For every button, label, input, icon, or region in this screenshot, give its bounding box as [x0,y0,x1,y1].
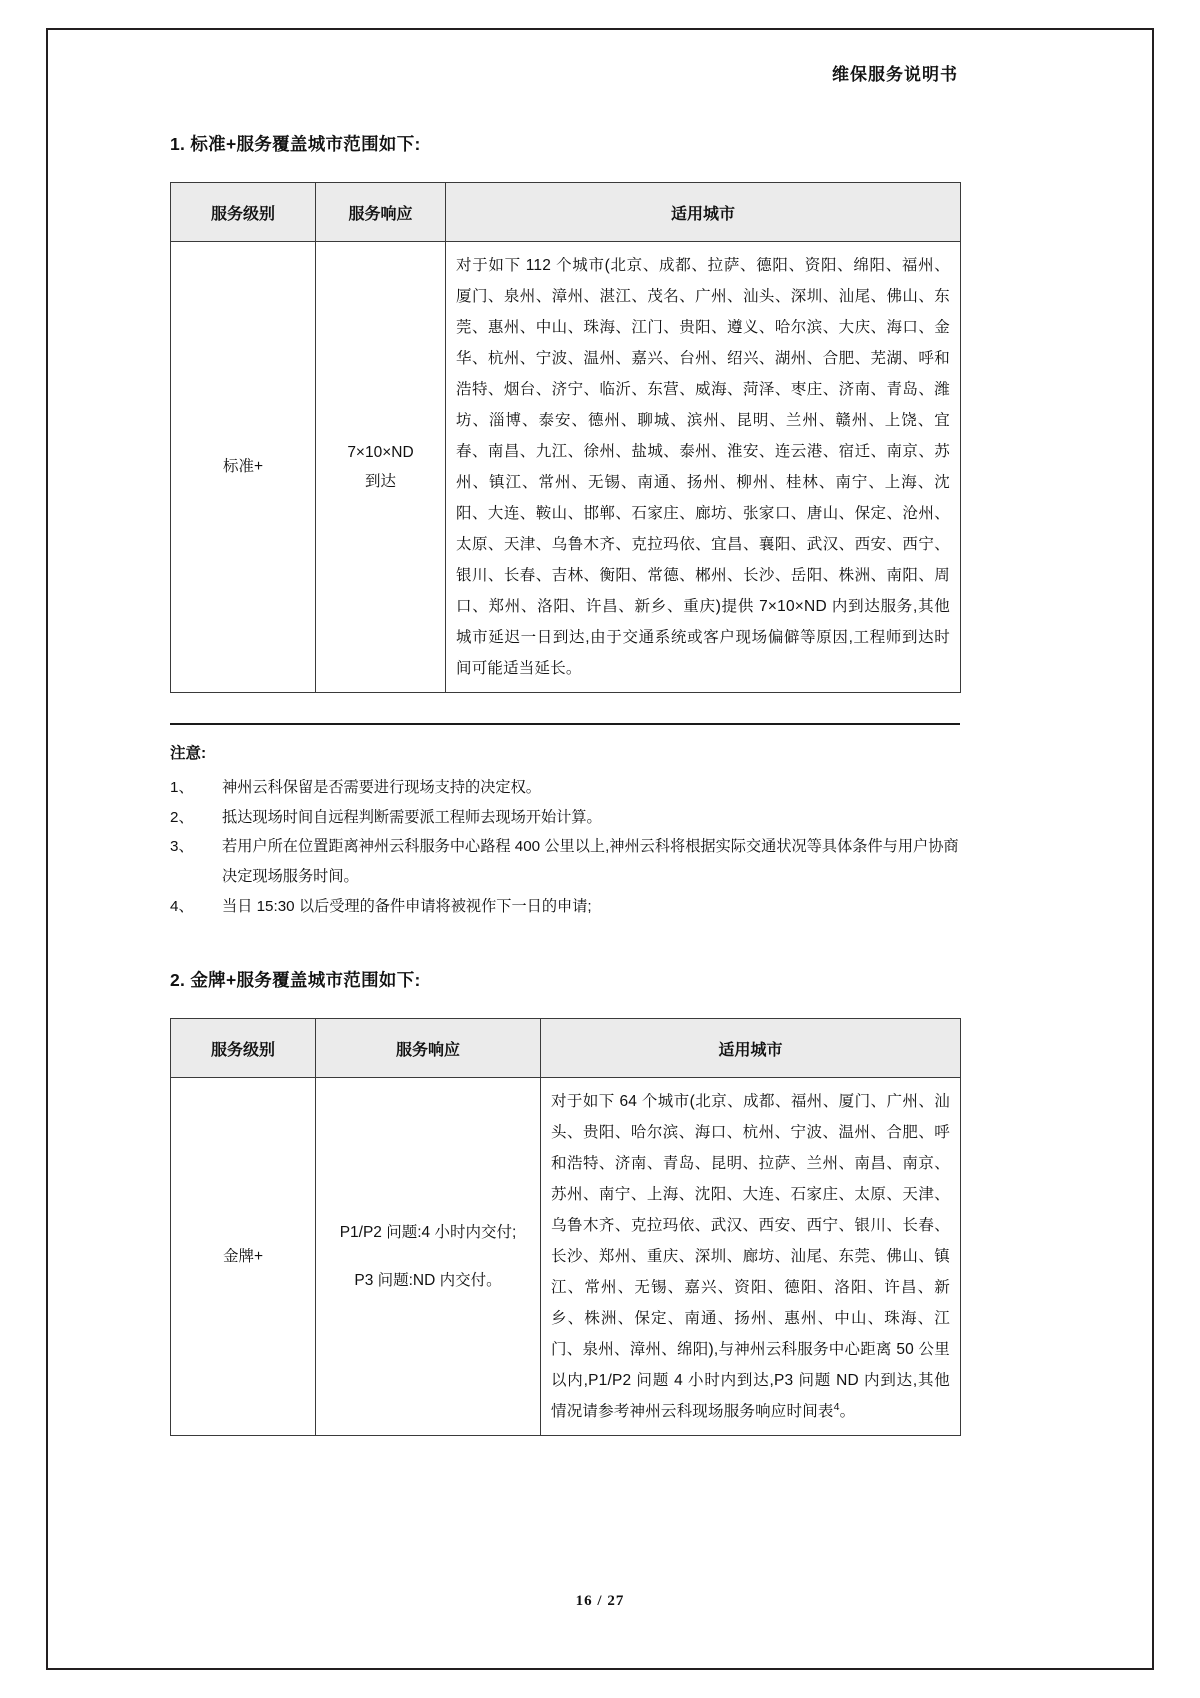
response-line-1: 7×10×ND [347,443,414,461]
response-line-2: 到达 [364,473,396,490]
section-2-title [170,967,960,992]
table-row [171,1078,961,1436]
note-text: 当日 15:30 以后受理的备件申请将被视作下一日的申请; [222,897,592,915]
standard-plus-coverage-table [170,182,961,693]
page-number: 16 / 27 [575,1593,625,1609]
cell-service-response [316,1078,541,1436]
cities-text-tail: 。 [839,1403,856,1421]
column-header-service-response: 服务响应 [316,1019,541,1078]
note-text: 神州云科保留是否需要进行现场支持的决定权。 [222,779,541,796]
cell-service-level: 金牌+ [171,1078,316,1436]
page-content [170,60,960,1436]
note-number: 1、 [170,779,194,796]
cities-text: 对于如下 64 个城市(北京、成都、福州、厦门、广州、汕头、贵阳、哈尔滨、海口、杭州、宁波、温州、合肥、呼和浩特、济南、青岛、昆明、拉萨、兰州、南昌、南京、苏州、南宁、上海、沈阳、大连、石家庄、太原、天津、乌鲁木齐、克拉玛依、武汉、西安、西宁、银川、长春、长沙、郑州、重庆、深圳、廊坊、汕尾、东莞、佛山、镇江、常州、无锡、嘉兴、资阳、德阳、洛阳、许昌、新乡、株洲、保定、南通、扬州、惠州、中山、珠海、江门、泉州、漳州、绵阳),与神州云科服务中心距离 50 公里以内,P1/P2 问题 4 小时内到达,P3 问题 ND 内到达,其他情况请参考神州云科现场服务响应时间表 [551,1093,950,1421]
list-item [170,803,960,833]
table-header-row [171,183,961,242]
section-1-heading: 标准+服务覆盖城市范围如下: [190,134,421,154]
column-header-applicable-cities: 适用城市 [541,1019,961,1078]
notes-title: 注意: [170,745,207,762]
list-item [170,773,960,803]
note-number: 3、 [170,838,194,856]
note-text: 若用户所在位置距离神州云科服务中心路程 400 公里以上,神州云科将根据实际交通状况等具体条件与用户协商决定现场服务时间。 [222,838,959,885]
cell-applicable-cities [541,1078,961,1436]
gold-plus-coverage-table [170,1018,961,1436]
section-1-index: 1. [170,134,186,154]
footnote-marker: 4 [833,1401,840,1414]
column-header-service-level: 服务级别 [171,183,316,242]
cell-service-response [316,242,446,693]
list-item [170,892,960,922]
page-footer [0,1593,1200,1610]
section-1-title [170,131,960,156]
list-item [170,832,960,891]
notes-list [170,773,960,921]
table-row [171,242,961,693]
column-header-applicable-cities: 适用城市 [446,183,961,242]
note-number: 4、 [170,897,194,915]
cell-applicable-cities: 对于如下 112 个城市(北京、成都、拉萨、德阳、资阳、绵阳、福州、厦门、泉州、漳州、湛江、茂名、广州、汕头、深圳、汕尾、佛山、东莞、惠州、中山、珠海、江门、贵阳、遵义、哈尔滨、大庆、海口、金华、杭州、宁波、温州、嘉兴、台州、绍兴、湖州、合肥、芜湖、呼和浩特、烟台、济宁、临沂、东营、威海、菏泽、枣庄、济南、青岛、潍坊、淄博、泰安、德州、聊城、滨州、昆明、兰州、赣州、上饶、宜春、南昌、九江、徐州、盐城、泰州、淮安、连云港、宿迁、南京、苏州、镇江、常州、无锡、南通、扬州、柳州、桂林、南宁、上海、沈阳、大连、鞍山、邯郸、石家庄、廊坊、张家口、唐山、保定、沧州、太原、天津、乌鲁木齐、克拉玛依、宜昌、襄阳、武汉、西安、西宁、银川、长春、吉林、衡阳、常德、郴州、长沙、岳阳、株洲、南阳、周口、郑州、洛阳、许昌、新乡、重庆)提供 7×10×ND 内到达服务,其他城市延迟一日到达,由于交通系统或客户现场偏僻等原因,工程师到达时间可能适当延长。 [446,242,961,693]
table-header-row [171,1019,961,1078]
note-text: 抵达现场时间自远程判断需要派工程师去现场开始计算。 [222,808,602,826]
column-header-service-response: 服务响应 [316,183,446,242]
response-line-2: P3 问题:ND 内交付。 [354,1271,502,1289]
document-header-title: 维保服务说明书 [832,65,958,84]
section-2-index: 2. [170,970,186,991]
note-number: 2、 [170,808,194,826]
notes-divider [170,723,960,725]
section-2-heading: 金牌+服务覆盖城市范围如下: [190,970,421,991]
response-line-1: P1/P2 问题:4 小时内交付; [339,1224,517,1242]
column-header-service-level: 服务级别 [171,1019,316,1078]
cell-service-level: 标准+ [171,242,316,693]
